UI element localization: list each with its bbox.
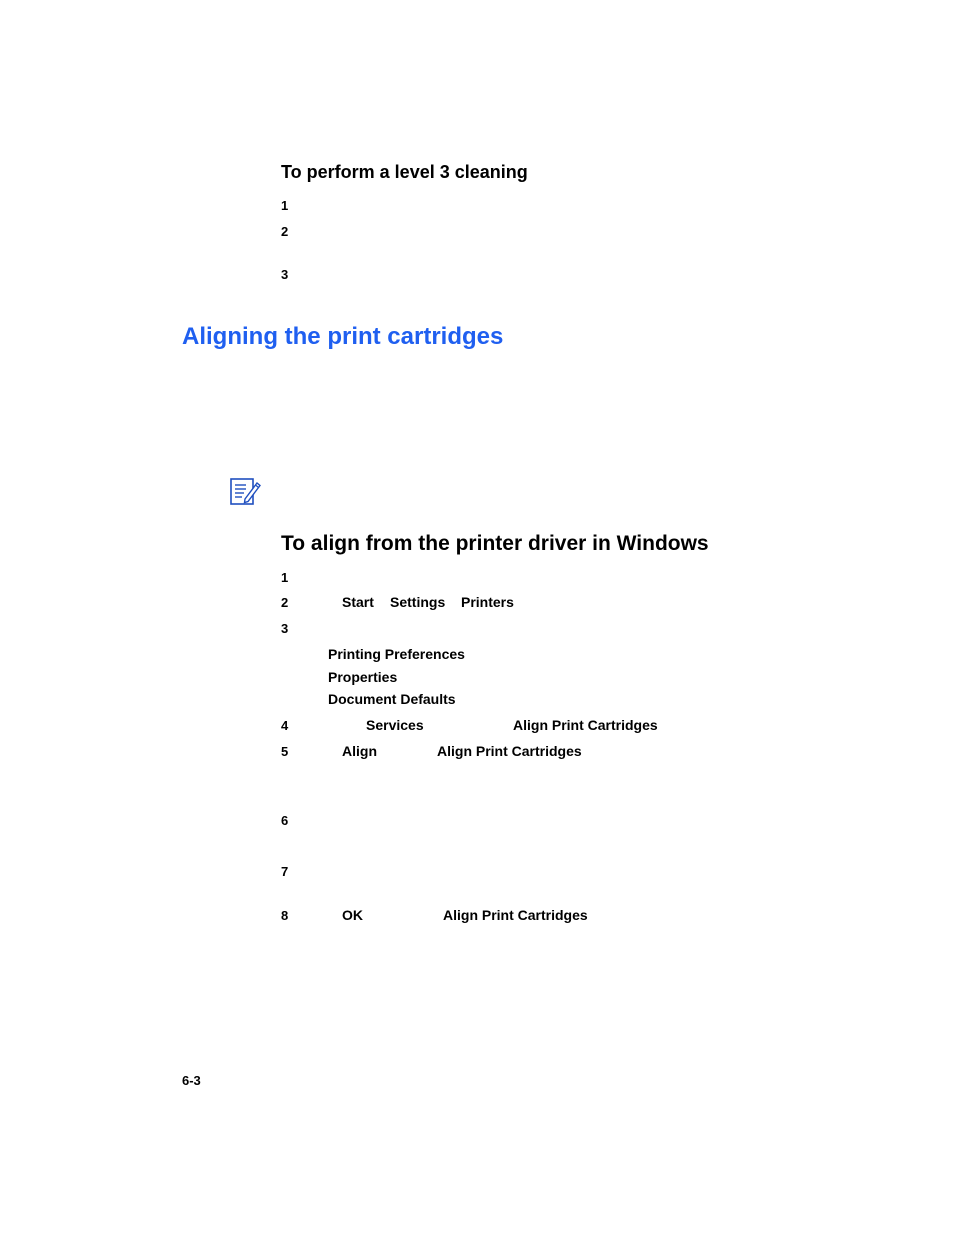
page-number: 6-3 [182,1073,201,1088]
step-number: 5 [281,744,289,759]
step-number: 3 [281,621,289,636]
procedure-heading: To align from the printer driver in Windows [281,532,709,555]
printers-menu-label: Printers [461,594,514,610]
services-tab-label: Services [366,717,424,733]
note-pencil-icon [229,477,261,507]
step-number: 2 [281,224,289,239]
section-title: Aligning the print cartridges [182,323,504,350]
step-number: 7 [281,864,289,879]
step-number: 2 [281,595,289,610]
step-number: 8 [281,908,289,923]
ok-button-label: OK [342,907,363,923]
document-defaults-label: Document Defaults [328,691,456,707]
step-number: 1 [281,198,289,213]
align-print-cartridges-label: Align Print Cartridges [513,717,658,733]
step-number: 1 [281,570,289,585]
settings-menu-label: Settings [390,594,446,610]
properties-label: Properties [328,669,398,685]
step-number: 6 [281,813,289,828]
cleaning-heading: To perform a level 3 cleaning [281,162,528,182]
align-print-cartridges-label: Align Print Cartridges [437,743,582,759]
printing-preferences-label: Printing Preferences [328,646,465,662]
start-menu-label: Start [342,594,374,610]
step-number: 4 [281,718,289,733]
align-print-cartridges-label: Align Print Cartridges [443,907,588,923]
step-number: 3 [281,267,289,282]
align-button-label: Align [342,743,377,759]
